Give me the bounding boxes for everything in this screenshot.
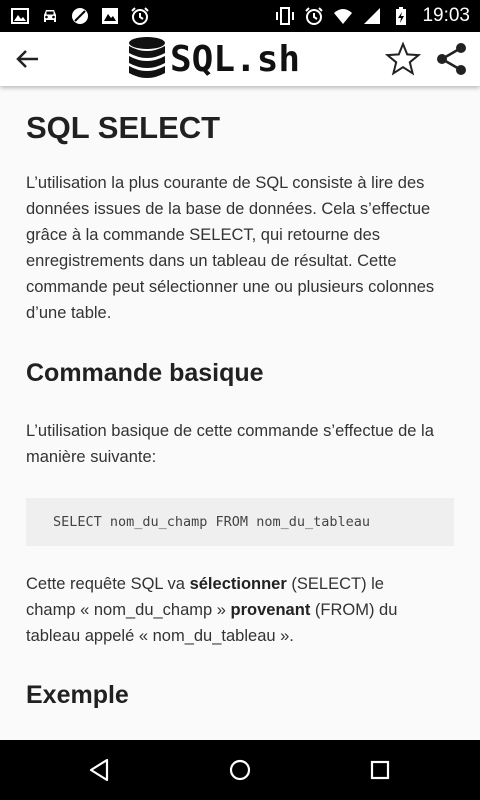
alarm-icon — [130, 6, 150, 26]
article-content[interactable] — [0, 86, 480, 740]
app-bar — [0, 32, 480, 86]
favorite-button[interactable] — [385, 41, 421, 77]
code-block: SELECT nom_du_champ FROM nom_du_tableau — [26, 498, 454, 546]
basic-usage-paragraph: L’utilisation basique de cette commande s’effectue de la manière suivante: — [26, 422, 434, 466]
explanation-text-2: (SELECT) le champ « nom_du_champ » — [26, 575, 384, 619]
battery-charging-icon — [391, 6, 411, 26]
navigation-bar — [0, 740, 480, 800]
clock-time: 19:03 — [422, 5, 470, 26]
signal-icon — [362, 6, 382, 26]
intro-paragraph: L’utilisation la plus courante de SQL consiste à lire des données issues de la base de données. Cela s’effectue grâce à la commande SELECT, qui retourne des enregistrements dans un tableau de résultat. Cette commande peut sélectionner une ou plusieurs colonnes d’une table. — [26, 174, 435, 322]
app-logo — [128, 36, 300, 82]
system-status-icons — [275, 5, 470, 27]
image-icon — [10, 6, 30, 26]
explanation-text-1: Cette requête SQL va — [26, 575, 190, 593]
section-heading-basic: Commande basique — [26, 359, 264, 387]
keyword-from-bold: provenant — [230, 601, 311, 619]
logo-text: SQL.sh — [170, 38, 301, 80]
nav-back-button[interactable] — [85, 755, 115, 785]
page-title: SQL SELECT — [26, 110, 221, 145]
wifi-icon — [333, 6, 353, 26]
home-circle-icon — [231, 761, 249, 779]
explanation-text-3: (FROM) du tableau appelé « nom_du_tableau ». — [26, 601, 398, 645]
recents-square-icon — [372, 762, 388, 778]
keyword-select-bold: sélectionner — [189, 575, 287, 593]
photo-icon — [100, 6, 120, 26]
back-button[interactable] — [12, 43, 44, 75]
arrow-back-icon — [18, 51, 38, 67]
status-bar — [0, 0, 480, 32]
nav-recents-button[interactable] — [365, 755, 395, 785]
alarm-icon — [304, 6, 324, 26]
nav-home-button[interactable] — [225, 755, 255, 785]
blocked-icon — [70, 6, 90, 26]
car-icon — [40, 6, 60, 26]
vibrate-icon — [275, 6, 295, 26]
star-outline-icon — [388, 44, 419, 73]
back-triangle-icon — [91, 760, 107, 780]
share-button[interactable] — [434, 41, 470, 77]
notification-icons — [10, 6, 150, 26]
explanation-paragraph — [26, 571, 436, 649]
database-icon — [128, 36, 166, 82]
share-icon — [437, 43, 466, 75]
section-heading-example: Exemple — [26, 681, 129, 709]
